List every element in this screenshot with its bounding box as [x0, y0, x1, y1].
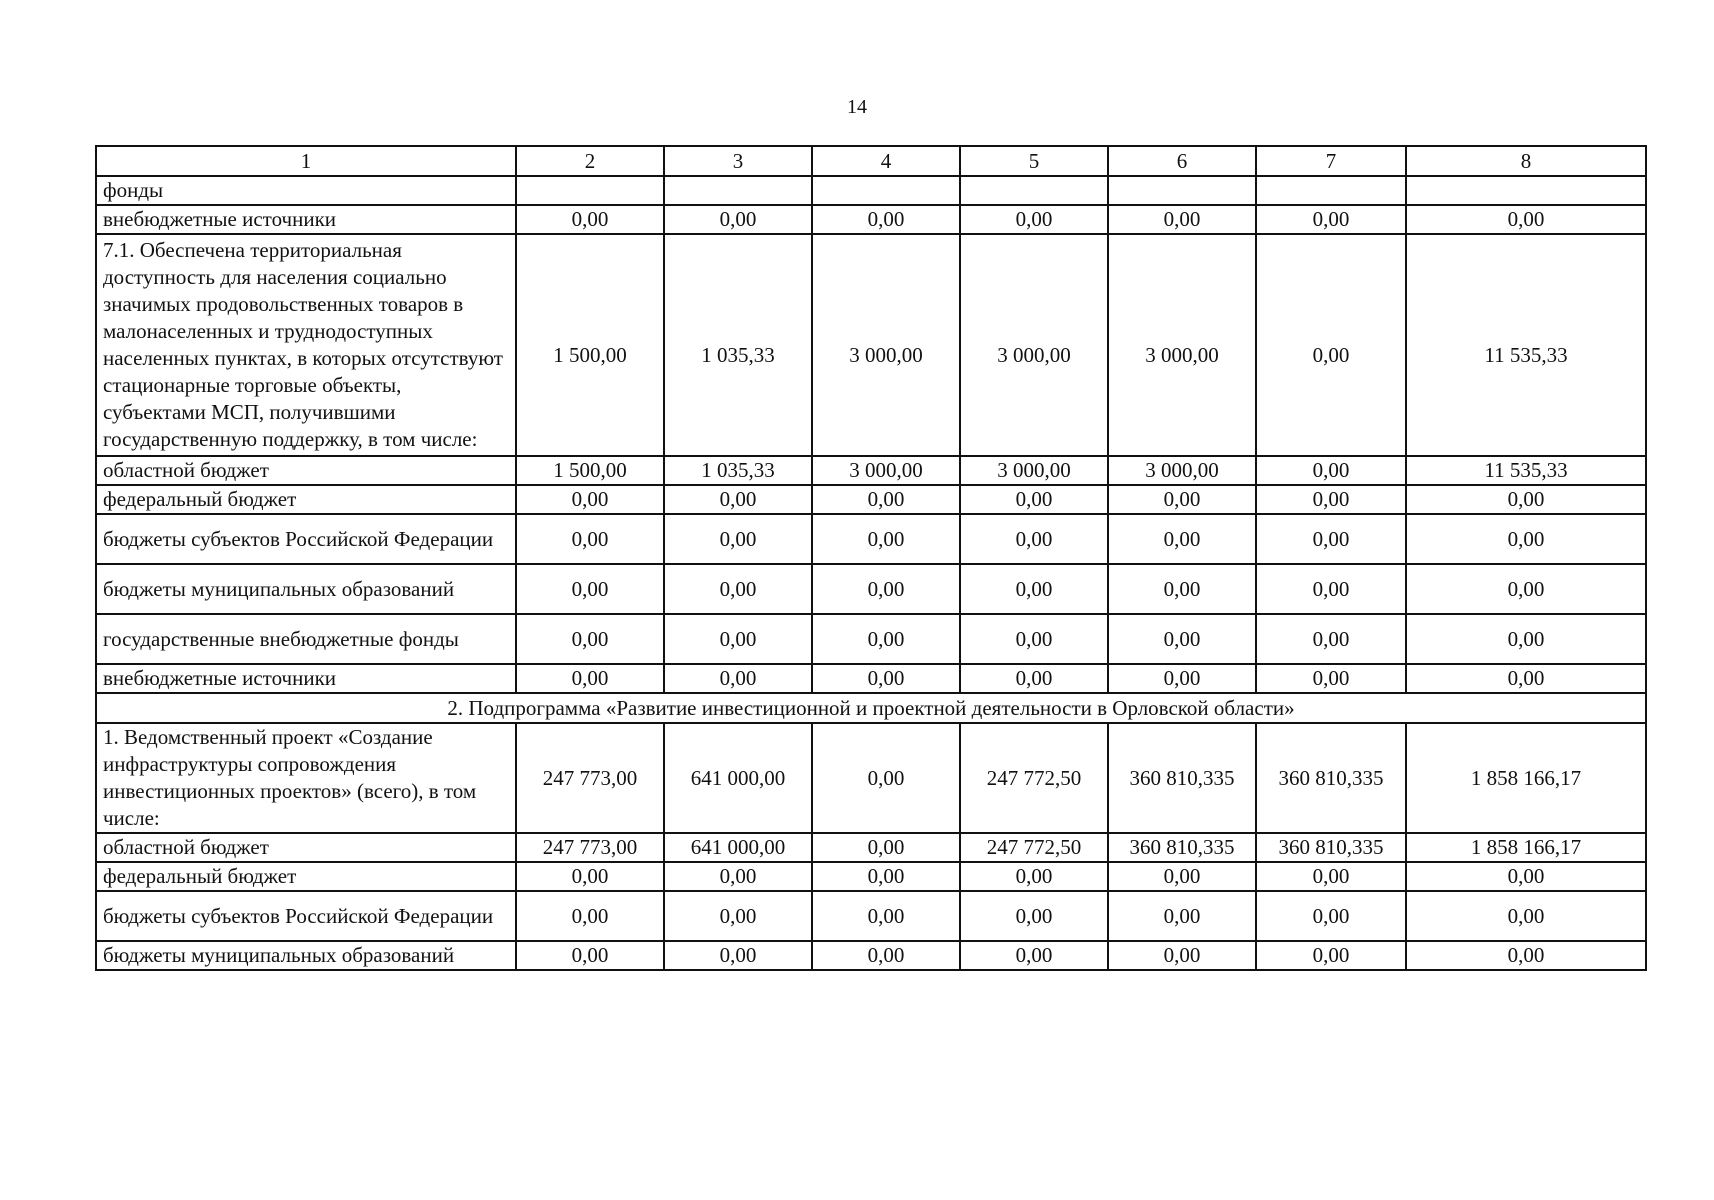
- table-row: [96, 205, 1646, 234]
- value-cell: 360 810,335: [1108, 723, 1256, 833]
- value-cell: 0,00: [960, 941, 1108, 970]
- value-cell: 3 000,00: [812, 456, 960, 485]
- value-cell: 641 000,00: [664, 833, 812, 862]
- value-cell: 0,00: [664, 664, 812, 693]
- value-cell: 0,00: [516, 941, 664, 970]
- budget-table: [95, 145, 1647, 971]
- value-cell: 0,00: [664, 862, 812, 891]
- column-header: 2: [516, 146, 664, 176]
- value-cell: 0,00: [960, 891, 1108, 941]
- value-cell: 0,00: [516, 564, 664, 614]
- value-cell: 3 000,00: [960, 234, 1108, 456]
- table-row: [96, 941, 1646, 970]
- value-cell: 0,00: [1256, 891, 1406, 941]
- value-cell: [516, 176, 664, 205]
- value-cell: 0,00: [1256, 564, 1406, 614]
- value-cell: 3 000,00: [1108, 234, 1256, 456]
- value-cell: 0,00: [1406, 485, 1646, 514]
- section-row: [96, 693, 1646, 723]
- value-cell: 0,00: [960, 862, 1108, 891]
- value-cell: 0,00: [1406, 862, 1646, 891]
- value-cell: 0,00: [812, 485, 960, 514]
- value-cell: 0,00: [812, 514, 960, 564]
- column-header: 3: [664, 146, 812, 176]
- value-cell: 0,00: [1406, 891, 1646, 941]
- row-label: 1. Ведомственный проект «Создание инфраструктуры сопровождения инвестиционных проектов» (всего), в том числе:: [96, 723, 516, 833]
- value-cell: 0,00: [516, 614, 664, 664]
- table-row: [96, 833, 1646, 862]
- value-cell: 0,00: [1256, 514, 1406, 564]
- value-cell: 0,00: [1108, 941, 1256, 970]
- value-cell: 0,00: [1406, 614, 1646, 664]
- value-cell: 360 810,335: [1256, 723, 1406, 833]
- page-number: 14: [847, 96, 867, 118]
- row-label: внебюджетные источники: [96, 664, 516, 693]
- row-label: бюджеты субъектов Российской Федерации: [96, 891, 516, 941]
- table-row: [96, 862, 1646, 891]
- table-row: [96, 456, 1646, 485]
- row-label: федеральный бюджет: [96, 485, 516, 514]
- value-cell: 0,00: [1406, 664, 1646, 693]
- value-cell: 0,00: [1256, 862, 1406, 891]
- value-cell: 0,00: [1406, 564, 1646, 614]
- value-cell: 3 000,00: [1108, 456, 1256, 485]
- value-cell: 0,00: [664, 514, 812, 564]
- value-cell: 247 772,50: [960, 833, 1108, 862]
- value-cell: 0,00: [1108, 564, 1256, 614]
- value-cell: 1 035,33: [664, 456, 812, 485]
- table-row: [96, 723, 1646, 833]
- table-row: [96, 514, 1646, 564]
- value-cell: 641 000,00: [664, 723, 812, 833]
- value-cell: 0,00: [516, 664, 664, 693]
- value-cell: 0,00: [1256, 205, 1406, 234]
- value-cell: 0,00: [812, 833, 960, 862]
- value-cell: 0,00: [1406, 514, 1646, 564]
- column-header: 1: [96, 146, 516, 176]
- value-cell: 0,00: [812, 664, 960, 693]
- value-cell: 0,00: [664, 564, 812, 614]
- value-cell: 360 810,335: [1108, 833, 1256, 862]
- row-label: областной бюджет: [96, 833, 516, 862]
- table-row: [96, 234, 1646, 456]
- value-cell: 0,00: [960, 514, 1108, 564]
- value-cell: [960, 176, 1108, 205]
- value-cell: 0,00: [1108, 862, 1256, 891]
- value-cell: 0,00: [812, 941, 960, 970]
- value-cell: 0,00: [812, 564, 960, 614]
- value-cell: 0,00: [1108, 205, 1256, 234]
- value-cell: 0,00: [516, 514, 664, 564]
- value-cell: 1 500,00: [516, 456, 664, 485]
- column-header: 5: [960, 146, 1108, 176]
- value-cell: 0,00: [1256, 941, 1406, 970]
- value-cell: 0,00: [960, 664, 1108, 693]
- row-label: государственные внебюджетные фонды: [96, 614, 516, 664]
- value-cell: 0,00: [1108, 664, 1256, 693]
- value-cell: 0,00: [1108, 891, 1256, 941]
- value-cell: 0,00: [1108, 514, 1256, 564]
- table-body: [96, 146, 1646, 970]
- value-cell: 0,00: [516, 205, 664, 234]
- row-label: федеральный бюджет: [96, 862, 516, 891]
- column-header: 6: [1108, 146, 1256, 176]
- value-cell: 0,00: [812, 891, 960, 941]
- row-label: бюджеты муниципальных образований: [96, 941, 516, 970]
- value-cell: 0,00: [516, 485, 664, 514]
- value-cell: 0,00: [1406, 205, 1646, 234]
- row-label: фонды: [96, 176, 516, 205]
- value-cell: 0,00: [960, 485, 1108, 514]
- value-cell: 0,00: [1256, 234, 1406, 456]
- row-label: областной бюджет: [96, 456, 516, 485]
- value-cell: 360 810,335: [1256, 833, 1406, 862]
- value-cell: 3 000,00: [960, 456, 1108, 485]
- value-cell: [1256, 176, 1406, 205]
- value-cell: 0,00: [664, 891, 812, 941]
- value-cell: 0,00: [664, 205, 812, 234]
- table-row: [96, 485, 1646, 514]
- value-cell: 1 500,00: [516, 234, 664, 456]
- value-cell: 0,00: [1108, 485, 1256, 514]
- value-cell: 0,00: [1406, 941, 1646, 970]
- value-cell: 0,00: [1256, 614, 1406, 664]
- column-header: 8: [1406, 146, 1646, 176]
- value-cell: [664, 176, 812, 205]
- value-cell: 0,00: [664, 485, 812, 514]
- value-cell: [1406, 176, 1646, 205]
- column-header: 4: [812, 146, 960, 176]
- value-cell: [812, 176, 960, 205]
- value-cell: 1 858 166,17: [1406, 723, 1646, 833]
- value-cell: 0,00: [1256, 664, 1406, 693]
- value-cell: 0,00: [960, 614, 1108, 664]
- value-cell: 11 535,33: [1406, 456, 1646, 485]
- value-cell: 0,00: [812, 862, 960, 891]
- value-cell: 1 035,33: [664, 234, 812, 456]
- value-cell: 11 535,33: [1406, 234, 1646, 456]
- value-cell: 247 773,00: [516, 723, 664, 833]
- value-cell: 0,00: [812, 723, 960, 833]
- value-cell: 0,00: [664, 614, 812, 664]
- table-row: [96, 614, 1646, 664]
- value-cell: [1108, 176, 1256, 205]
- header-row: [96, 146, 1646, 176]
- table-row: [96, 176, 1646, 205]
- value-cell: 0,00: [1256, 485, 1406, 514]
- value-cell: 0,00: [664, 941, 812, 970]
- column-header: 7: [1256, 146, 1406, 176]
- value-cell: 0,00: [960, 205, 1108, 234]
- table-row: [96, 664, 1646, 693]
- value-cell: 1 858 166,17: [1406, 833, 1646, 862]
- value-cell: 0,00: [516, 891, 664, 941]
- row-label: бюджеты муниципальных образований: [96, 564, 516, 614]
- value-cell: 0,00: [1256, 456, 1406, 485]
- value-cell: 0,00: [812, 614, 960, 664]
- row-label: внебюджетные источники: [96, 205, 516, 234]
- value-cell: 247 772,50: [960, 723, 1108, 833]
- row-label: бюджеты субъектов Российской Федерации: [96, 514, 516, 564]
- value-cell: 0,00: [1108, 614, 1256, 664]
- value-cell: 247 773,00: [516, 833, 664, 862]
- value-cell: 0,00: [812, 205, 960, 234]
- value-cell: 0,00: [960, 564, 1108, 614]
- table-row: [96, 891, 1646, 941]
- value-cell: 3 000,00: [812, 234, 960, 456]
- value-cell: 0,00: [516, 862, 664, 891]
- row-label: 7.1. Обеспечена территориальная доступность для населения социально значимых продовольственных товаров в малонаселенных и труднодоступных населенных пунктах, в которых отсутствуют стационарные торговые объекты, субъектами МСП, получившими государственную поддержку, в том числе:: [96, 234, 516, 456]
- table-row: [96, 564, 1646, 614]
- section-title: 2. Подпрограмма «Развитие инвестиционной и проектной деятельности в Орловской области»: [96, 693, 1646, 723]
